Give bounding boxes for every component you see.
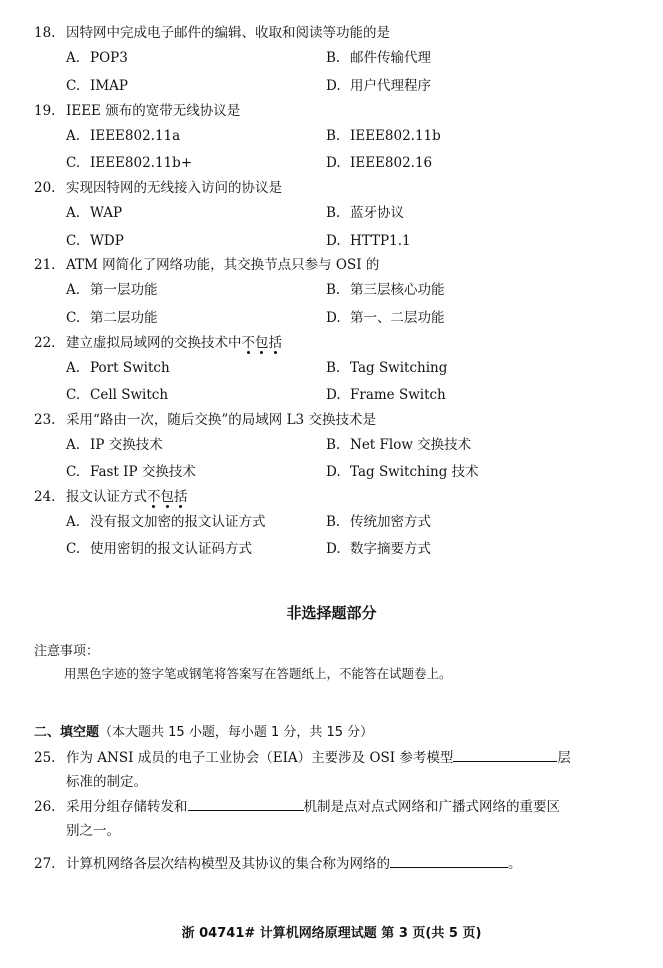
option-text: IP 交换技术: [90, 437, 163, 453]
option-c: [66, 152, 192, 174]
option-letter: D.: [326, 464, 341, 480]
options-row: [0, 279, 663, 301]
option-letter: B.: [326, 50, 341, 66]
option-letter: A.: [66, 360, 81, 376]
option-text: 邮件传输代理: [350, 50, 431, 66]
option-letter: C.: [66, 464, 81, 480]
question-number: 27.: [34, 856, 56, 872]
option-text: Tag Switching: [350, 360, 448, 376]
option-text: IEEE802.16: [350, 155, 433, 171]
emphasis-char: 包: [160, 489, 174, 505]
option-text: Net Flow 交换技术: [350, 437, 472, 453]
option-letter: A.: [66, 128, 81, 144]
option-b: [326, 357, 447, 379]
option-letter: C.: [66, 387, 81, 403]
option-text: 第一、二层功能: [350, 310, 445, 326]
question-23: [0, 409, 663, 431]
option-letter: B.: [326, 205, 341, 221]
options-row: [0, 357, 663, 379]
option-letter: A.: [66, 437, 81, 453]
emphasis-char: 括: [268, 335, 282, 351]
question-19: [0, 100, 663, 122]
question-text-line2: 标准的制定。: [66, 774, 147, 790]
option-text: Port Switch: [90, 360, 170, 376]
option-letter: D.: [326, 310, 341, 326]
emphasis-char: 不: [147, 489, 161, 505]
option-letter: A.: [66, 514, 81, 530]
question-21: [0, 254, 663, 276]
question-number: 25.: [34, 750, 56, 766]
options-row: [0, 152, 663, 174]
part-heading: [34, 721, 373, 740]
answer-blank: [188, 796, 304, 811]
option-d: [326, 384, 446, 406]
question-number: 26.: [34, 799, 56, 815]
text-before-blank: 计算机网络各层次结构模型及其协议的集合称为网络的: [66, 856, 390, 872]
options-row: [0, 307, 663, 329]
option-d: [326, 538, 431, 560]
option-text: HTTP1.1: [350, 233, 411, 249]
question-text: [66, 486, 188, 508]
options-row: [0, 511, 663, 533]
question-number: 19.: [34, 103, 56, 119]
option-text: IEEE802.11a: [90, 128, 181, 144]
option-letter: C.: [66, 310, 81, 326]
option-d: [326, 152, 432, 174]
text-before-blank: 作为 ANSI 成员的电子工业协会（EIA）主要涉及 OSI 参考模型: [66, 750, 454, 766]
notice-text: 用黑色字迹的签字笔或钢笔将答案写在答题纸上，不能答在试题卷上。: [64, 666, 452, 681]
option-text: Fast IP 交换技术: [90, 464, 196, 480]
question-number: 21.: [34, 257, 56, 273]
question-continuation: [0, 820, 663, 842]
option-c: [66, 75, 128, 97]
option-letter: D.: [326, 78, 341, 94]
options-row: [0, 47, 663, 69]
option-a: [66, 47, 128, 69]
option-text: 第一层功能: [90, 282, 158, 298]
option-c: [66, 538, 252, 560]
option-a: [66, 434, 163, 456]
options-row: [0, 461, 663, 483]
options-row: [0, 75, 663, 97]
options-row: [0, 202, 663, 224]
options-row: [0, 538, 663, 560]
option-letter: A.: [66, 282, 81, 298]
option-text: IMAP: [90, 78, 128, 94]
option-b: [326, 125, 441, 147]
question-18: [0, 22, 663, 44]
option-text: 第三层核心功能: [350, 282, 445, 298]
options-row: [0, 434, 663, 456]
question-text: [66, 853, 522, 875]
options-row: [0, 384, 663, 406]
option-text: Cell Switch: [90, 387, 169, 403]
option-letter: A.: [66, 50, 81, 66]
answer-blank: [453, 747, 557, 762]
question-text-line2: 别之一。: [66, 823, 120, 839]
option-letter: C.: [66, 155, 81, 171]
option-text: 传统加密方式: [350, 514, 431, 530]
option-c: [66, 230, 124, 252]
question-continuation: [0, 771, 663, 793]
option-text: IEEE802.11b+: [90, 155, 193, 171]
option-letter: C.: [66, 233, 81, 249]
text-after-blank: 层: [557, 750, 571, 766]
options-row: [0, 125, 663, 147]
option-letter: D.: [326, 541, 341, 557]
section-title: 非选择题部分: [286, 604, 377, 622]
emphasis-char: 不: [241, 335, 255, 351]
question-22: [0, 332, 663, 354]
question-20: [0, 177, 663, 199]
option-text: 使用密钥的报文认证码方式: [90, 541, 252, 557]
question-text-prefix: 建立虚拟局域网的交换技术中: [66, 335, 242, 351]
option-a: [66, 125, 180, 147]
question-text: [66, 332, 282, 354]
option-letter: D.: [326, 387, 341, 403]
option-text: POP3: [90, 50, 128, 66]
notice-title: 注意事项：: [34, 644, 100, 659]
emphasis-char: 包: [255, 335, 269, 351]
part-label: 二、填空题: [34, 725, 100, 740]
option-d: [326, 75, 431, 97]
option-b: [326, 47, 431, 69]
option-letter: C.: [66, 541, 81, 557]
option-d: [326, 230, 411, 252]
question-text: [66, 747, 571, 769]
option-d: [326, 461, 479, 483]
option-b: [326, 511, 431, 533]
question-24: [0, 486, 663, 508]
option-text: 数字摘要方式: [350, 541, 431, 557]
part-detail: （本大题共 15 小题，每小题 1 分，共 15 分）: [99, 725, 374, 740]
page-footer: 浙 04741# 计算机网络原理试题 第 3 页(共 5 页): [181, 926, 482, 941]
option-letter: C.: [66, 78, 81, 94]
option-letter: D.: [326, 233, 341, 249]
option-b: [326, 279, 445, 301]
answer-blank: [390, 853, 508, 868]
option-letter: B.: [326, 360, 341, 376]
option-letter: A.: [66, 205, 81, 221]
question-text-prefix: 报文认证方式: [66, 489, 147, 505]
option-text: 没有报文加密的报文认证方式: [90, 514, 266, 530]
option-a: [66, 279, 158, 301]
question-text: 实现因特网的无线接入访问的协议是: [66, 180, 282, 196]
question-text: 因特网中完成电子邮件的编辑、收取和阅读等功能的是: [66, 25, 390, 41]
option-text: Frame Switch: [350, 387, 446, 403]
option-letter: B.: [326, 282, 341, 298]
question-text: [66, 796, 560, 818]
option-letter: B.: [326, 514, 341, 530]
question-number: 20.: [34, 180, 56, 196]
option-d: [326, 307, 445, 329]
text-after-blank: 机制是点对点式网络和广播式网络的重要区: [303, 799, 560, 815]
text-before-blank: 采用分组存储转发和: [66, 799, 188, 815]
option-letter: D.: [326, 155, 341, 171]
option-b: [326, 434, 471, 456]
option-c: [66, 307, 158, 329]
fill-question-27: [0, 853, 663, 875]
text-after-blank: 。: [508, 856, 522, 872]
question-text: 采用“路由一次，随后交换”的局域网 L3 交换技术是: [66, 412, 376, 428]
option-letter: B.: [326, 437, 341, 453]
option-text: 第二层功能: [90, 310, 158, 326]
option-a: [66, 511, 266, 533]
fill-question-26: [0, 796, 663, 818]
question-number: 22.: [34, 335, 56, 351]
question-number: 24.: [34, 489, 56, 505]
question-number: 23.: [34, 412, 56, 428]
option-text: 蓝牙协议: [350, 205, 404, 221]
option-a: [66, 202, 122, 224]
option-letter: B.: [326, 128, 341, 144]
option-text: IEEE802.11b: [350, 128, 441, 144]
option-text: Tag Switching 技术: [350, 464, 479, 480]
option-c: [66, 461, 196, 483]
question-number: 18.: [34, 25, 56, 41]
option-text: WDP: [90, 233, 124, 249]
option-text: 用户代理程序: [350, 78, 431, 94]
question-text: IEEE 颁布的宽带无线协议是: [66, 103, 241, 119]
emphasis-char: 括: [174, 489, 188, 505]
options-row: [0, 230, 663, 252]
option-text: WAP: [90, 205, 123, 221]
option-a: [66, 357, 170, 379]
option-b: [326, 202, 404, 224]
option-c: [66, 384, 168, 406]
fill-question-25: [0, 747, 663, 769]
question-text: ATM 网简化了网络功能，其交换节点只参与 OSI 的: [66, 257, 380, 273]
